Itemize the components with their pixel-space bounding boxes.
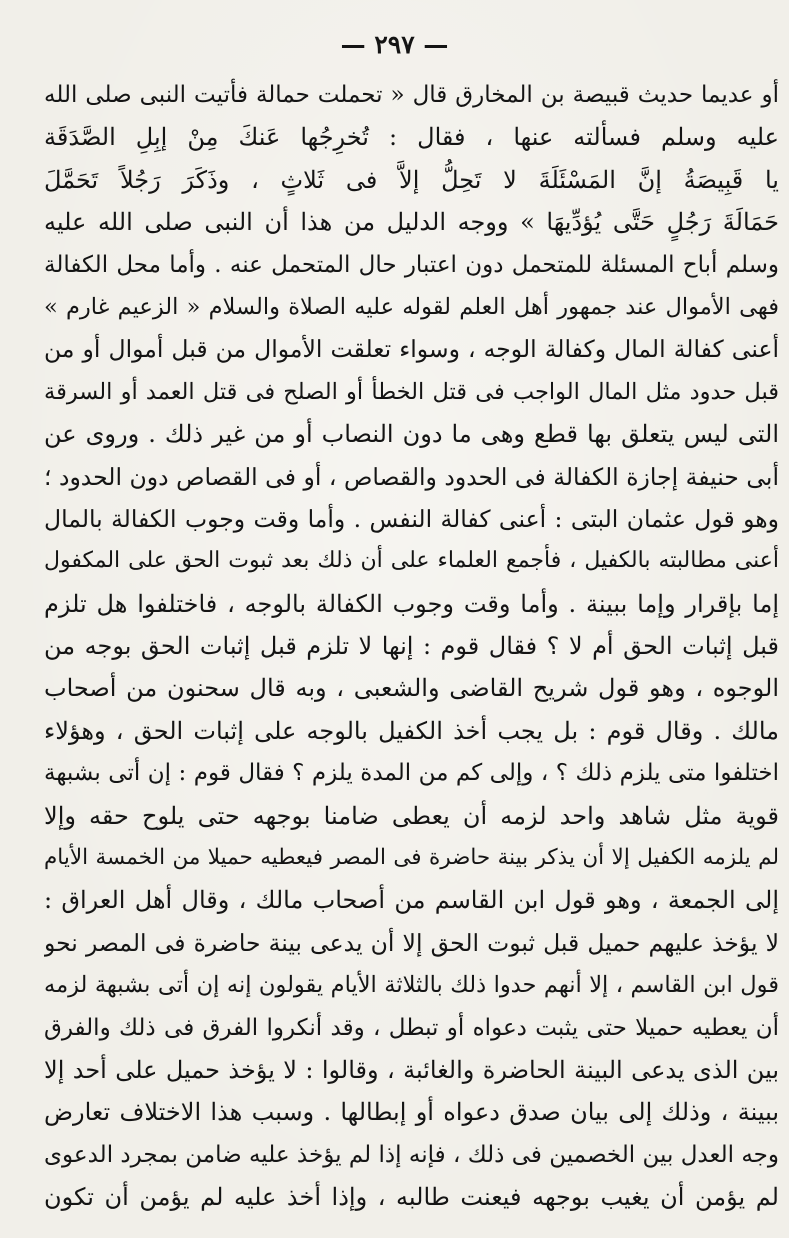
text-line: قبل إثبات الحق أم لا ؟ فقال قوم : إنها لا تلزم قبل إثبات الحق بوجه من: [44, 632, 779, 661]
text-line: عليه وسلم فسألته عنها ، فقال : تُخرِجُها عَنكَ مِنْ إبِلِ الصَّدَقَة: [44, 123, 779, 152]
page-body-text: [44, 74, 779, 1219]
text-line: لا يؤخذ عليهم حميل قبل ثبوت الحق إلا أن يدعى بينة حاضرة فى المصر نحو: [44, 928, 779, 957]
text-line: الوجوه ، وهو قول شريح القاضى والشعبى ، وبه قال سحنون من أصحاب: [44, 674, 779, 703]
text-line: أعنى كفالة المال وكفالة الوجه ، وسواء تعلقت الأموال من قبل أموال أو من: [44, 335, 779, 364]
text-line: حَمَالَةَ رَجُلٍ حَتَّى يُؤدِّيهَا » ووجه الدليل من هذا أن النبى صلى الله عليه: [44, 208, 779, 237]
text-line: مالك . وقال قوم : بل يجب أخذ الكفيل بالوجه على إثبات الحق ، وهؤلاء: [44, 716, 779, 745]
text-line: أبى حنيفة إجازة الكفالة فى الحدود والقصاص ، أو فى القصاص دون الحدود ؛: [44, 462, 779, 491]
text-line: وهو قول عثمان البتى : أعنى كفالة النفس . وأما وقت وجوب الكفالة بالمال: [44, 504, 779, 533]
text-line: اختلفوا متى يلزم ذلك ؟ ، وإلى كم من المدة يلزم ؟ فقال قوم : إن أتى بشبهة: [44, 760, 779, 787]
page-number: — ٢٩٧ —: [340, 30, 449, 59]
text-line: إما بإقرار وإما ببينة . وأما وقت وجوب الكفالة بالوجه ، فاختلفوا هل تلزم: [44, 589, 779, 618]
text-line: التى ليس يتعلق بها قطع وهى ما دون النصاب أو من غير ذلك . وروى عن: [44, 420, 779, 449]
text-line: لم يؤمن أن يغيب بوجهه فيعنت طالبه ، وإذا أخذ عليه لم يؤمن أن تكون: [44, 1183, 779, 1212]
text-line: أن يعطيه حميلا حتى يثبت دعواه أو تبطل ، وقد أنكروا الفرق فى ذلك والفرق: [44, 1014, 779, 1041]
text-line: فهى الأموال عند جمهور أهل العلم لقوله عليه الصلاة والسلام « الزعيم غارم »: [44, 293, 779, 320]
text-line: قول ابن القاسم ، إلا أنهم حدوا ذلك بالثلاثة الأيام يقولون إنه إن أتى بشبهة لزمه: [44, 972, 779, 999]
text-line: إلى الجمعة ، وهو قول ابن القاسم من أصحاب مالك ، وقال أهل العراق :: [44, 886, 779, 915]
text-line: قوية مثل شاهد واحد لزمه أن يعطى ضامنا بوجهه حتى يلوح حقه وإلا: [44, 801, 779, 830]
text-line: لم يلزمه الكفيل إلا أن يذكر بينة حاضرة فى المصر فيعطيه حميلا من الخمسة الأيام: [44, 845, 779, 871]
text-line: ببينة ، وذلك إلى بيان صدق دعواه أو إبطالها . وسبب هذا الاختلاف تعارض: [44, 1098, 779, 1127]
text-line: أو عديما حديث قبيصة بن المخارق قال « تحملت حمالة فأتيت النبى صلى الله: [44, 82, 779, 108]
text-line: يا قَبِيصَةُ إنَّ المَسْئَلَةَ لا تَحِلُّ إلاَّ فى ثَلاثٍ ، وذَكَرَ رَجُلاً تَحَمَّلَ: [44, 165, 779, 194]
text-line: وجه العدل بين الخصمين فى ذلك ، فإنه إذا لم يؤخذ عليه ضامن بمجرد الدعوى: [44, 1141, 779, 1168]
text-line: أعنى مطالبته بالكفيل ، فأجمع العلماء على أن ذلك بعد ثبوت الحق على المكفول: [44, 548, 779, 574]
text-line: قبل حدود مثل المال الواجب فى قتل الخطأ أو الصلح فى قتل العمد أو السرقة: [44, 378, 779, 405]
text-line: بين الذى يدعى البينة الحاضرة والغائبة ، وقالوا : لا يؤخذ حميل على أحد إلا: [44, 1055, 779, 1084]
text-line: وسلم أباح المسئلة للمتحمل دون اعتبار حال المتحمل عنه . وأما محل الكفالة: [44, 251, 779, 278]
